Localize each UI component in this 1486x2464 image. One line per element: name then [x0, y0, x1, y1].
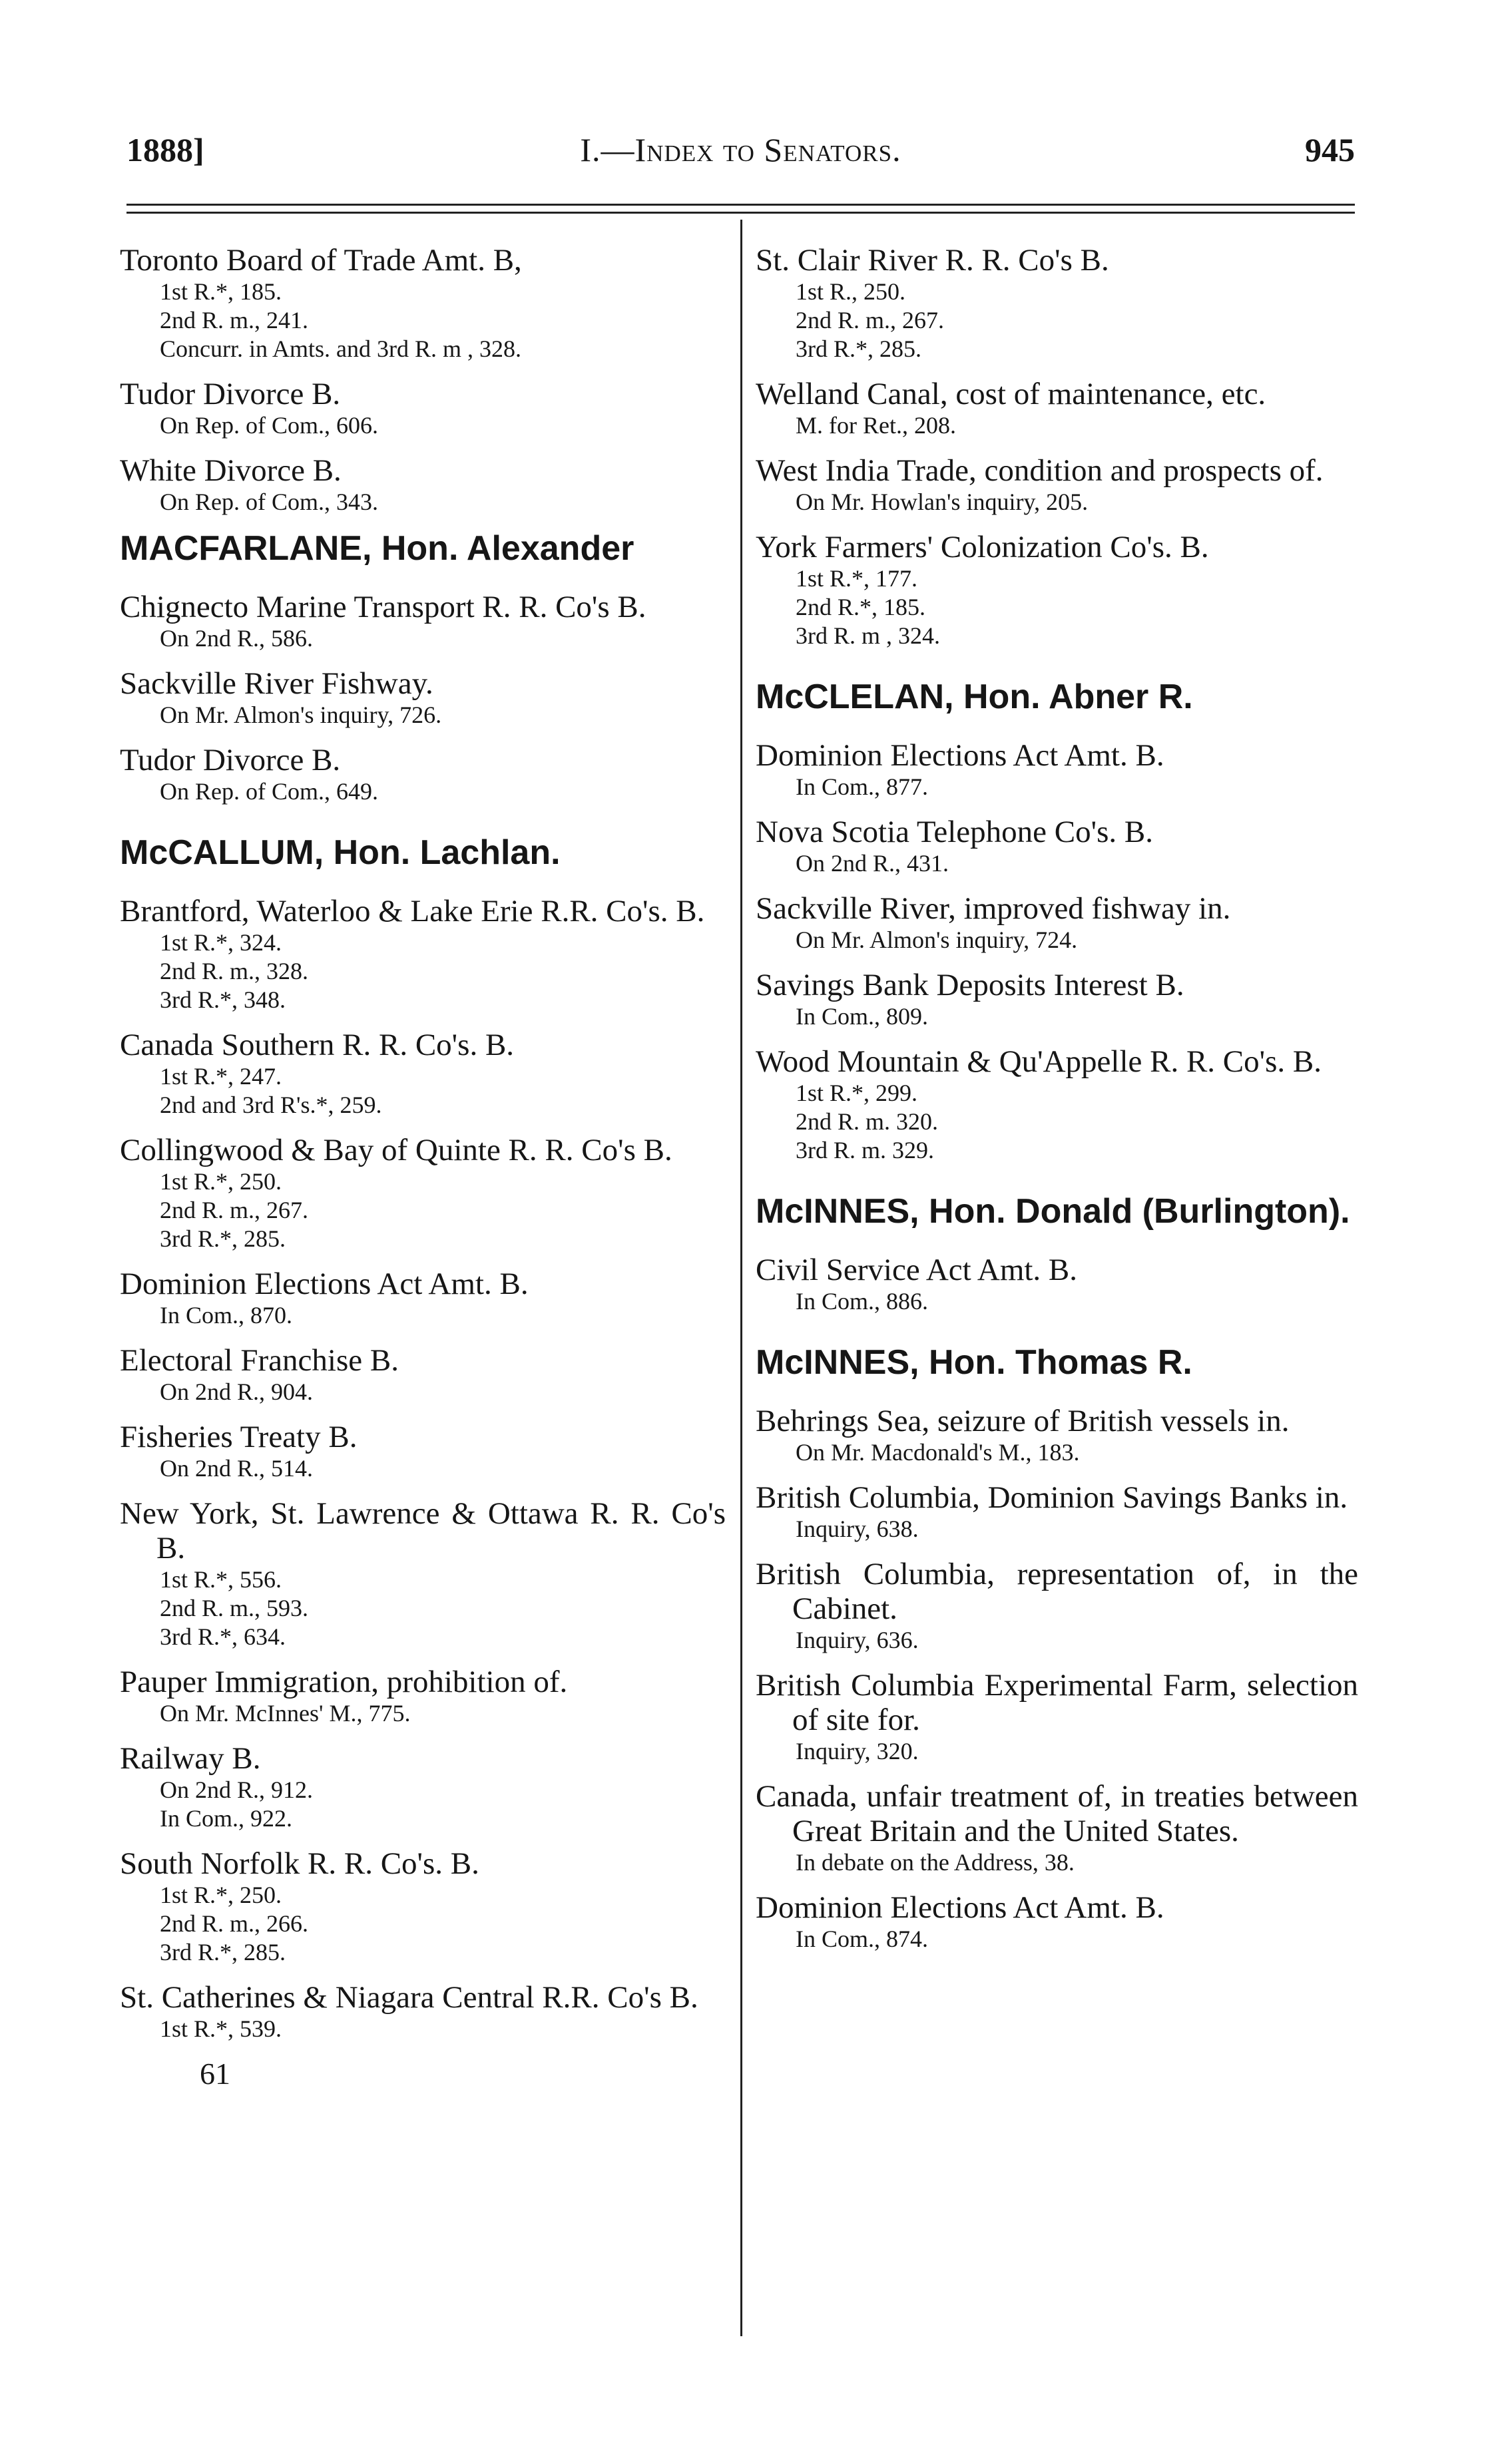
index-entry	[120, 243, 726, 363]
senator-entries	[756, 738, 1358, 1165]
entry-reference: 3rd R.*, 634.	[160, 1623, 286, 1650]
entry-reference: 3rd R.*, 285.	[160, 1939, 286, 1965]
entry-reference: In Com., 922.	[160, 1805, 293, 1832]
running-header	[126, 130, 1355, 177]
entry-reference: 2nd R. m., 593.	[160, 1595, 309, 1621]
entry-title: Savings Bank Deposits Interest B.	[756, 968, 1184, 1002]
entry-title: Electoral Franchise B.	[120, 1343, 399, 1378]
index-entry	[756, 1480, 1358, 1543]
entry-title: Nova Scotia Telephone Co's. B.	[756, 815, 1153, 849]
entry-reference: 3rd R.*, 348.	[160, 986, 286, 1013]
entry-reference: In Com., 870.	[160, 1302, 293, 1329]
entry-title: Civil Service Act Amt. B.	[756, 1253, 1078, 1287]
right-column	[756, 243, 1358, 1967]
index-entry	[120, 666, 726, 729]
entry-title: Wood Mountain & Qu'Appelle R. R. Co's. B.	[756, 1044, 1322, 1079]
entry-reference: On Mr. Almon's inquiry, 726.	[160, 702, 442, 728]
index-entry	[756, 1779, 1358, 1877]
entry-reference: 3rd R.*, 285.	[796, 335, 921, 362]
entry-reference: 2nd and 3rd R's.*, 259.	[160, 1092, 382, 1118]
header-year: 1888]	[126, 131, 204, 168]
entry-reference: 2nd R. m., 266.	[160, 1910, 309, 1937]
index-entry	[756, 1557, 1358, 1655]
entry-reference: On 2nd R., 912.	[160, 1776, 314, 1803]
entry-reference: On Rep. of Com., 343.	[160, 489, 378, 515]
entry-reference: On Mr. Howlan's inquiry, 205.	[796, 489, 1089, 515]
entry-reference: 1st R.*, 299.	[796, 1080, 918, 1106]
entry-title: Sackville River Fishway.	[120, 666, 433, 701]
entry-reference: In debate on the Address, 38.	[796, 1849, 1075, 1876]
entry-reference: 2nd R. m., 241.	[160, 307, 309, 333]
header-rule-top	[126, 204, 1355, 206]
entry-reference: 2nd R. m., 267.	[160, 1197, 309, 1223]
entry-title: Canada, unfair treatment of, in treaties between Great Britain and the United States.	[756, 1779, 1358, 1848]
index-entry	[120, 377, 726, 440]
entry-reference: In Com., 874.	[796, 1926, 929, 1952]
entry-reference: On Mr. McInnes' M., 775.	[160, 1700, 411, 1727]
index-entry	[120, 1846, 726, 1967]
entry-title: Railway B.	[120, 1741, 261, 1776]
entry-reference: 1st R.*, 250.	[160, 1882, 282, 1908]
senator-entries	[120, 590, 726, 806]
entry-title: Dominion Elections Act Amt. B.	[756, 738, 1164, 773]
entry-title: York Farmers' Colonization Co's. B.	[756, 530, 1209, 564]
entry-title: Chignecto Marine Transport R. R. Co's B.	[120, 590, 646, 624]
continued-entries	[120, 243, 726, 516]
column-divider	[740, 220, 742, 2336]
entry-reference: 2nd R.*, 185.	[796, 594, 926, 620]
senator-heading: MACFARLANE, Hon. Alexander	[120, 529, 634, 568]
entry-reference: Inquiry, 636.	[796, 1627, 919, 1653]
senator-entries	[756, 1253, 1358, 1316]
page-number: 945	[1305, 131, 1355, 168]
entry-reference: 2nd R. m., 328.	[160, 958, 309, 984]
index-entry	[120, 1343, 726, 1406]
entry-title: Sackville River, improved fishway in.	[756, 891, 1231, 926]
entry-reference: In Com., 877.	[796, 773, 929, 800]
entry-reference: On 2nd R., 586.	[160, 625, 314, 652]
entry-title: British Columbia, Dominion Savings Banks in.	[756, 1480, 1348, 1515]
index-entry	[120, 1980, 726, 2043]
entry-title: Tudor Divorce B.	[120, 743, 341, 777]
entry-reference: 1st R.*, 324.	[160, 929, 282, 956]
entry-reference: 1st R., 250.	[796, 278, 906, 305]
index-entry	[120, 894, 726, 1014]
entry-title: Canada Southern R. R. Co's. B.	[120, 1028, 515, 1062]
senator-entries	[120, 894, 726, 2043]
left-column	[120, 243, 726, 2091]
entry-reference: 1st R.*, 177.	[796, 565, 918, 592]
entry-reference: On Mr. Macdonald's M., 183.	[796, 1439, 1080, 1466]
entry-title: Collingwood & Bay of Quinte R. R. Co's B.	[120, 1133, 672, 1167]
entry-reference: On Rep. of Com., 606.	[160, 412, 378, 439]
entry-title: Dominion Elections Act Amt. B.	[756, 1890, 1164, 1925]
index-entry	[756, 243, 1358, 363]
entry-title: New York, St. Lawrence & Ottawa R. R. Co's B.	[120, 1496, 726, 1565]
senator-entries	[756, 1404, 1358, 1953]
header-title: I.—Index to Senators.	[580, 131, 901, 168]
entry-reference: 1st R.*, 185.	[160, 278, 282, 305]
entry-reference: Inquiry, 638.	[796, 1516, 919, 1542]
index-entry	[120, 1267, 726, 1330]
entry-title: Brantford, Waterloo & Lake Erie R.R. Co's. B.	[120, 894, 705, 928]
entry-reference: Inquiry, 320.	[796, 1738, 919, 1764]
header-rule-bottom	[126, 212, 1355, 214]
entry-title: St. Catherines & Niagara Central R.R. Co's B.	[120, 1980, 698, 2015]
index-entry	[756, 968, 1358, 1031]
index-entry	[756, 1044, 1358, 1165]
index-entry	[120, 1133, 726, 1253]
senator-heading: McINNES, Hon. Donald (Burlington).	[756, 1192, 1350, 1231]
entry-reference: In Com., 886.	[796, 1288, 929, 1315]
entry-reference: On Mr. Almon's inquiry, 724.	[796, 926, 1078, 953]
entry-title: South Norfolk R. R. Co's. B.	[120, 1846, 479, 1881]
index-entry	[756, 1404, 1358, 1467]
index-entry	[756, 891, 1358, 954]
index-entry	[756, 738, 1358, 801]
entry-reference: 3rd R.*, 285.	[160, 1225, 286, 1252]
index-entry	[120, 1420, 726, 1483]
index-entry	[756, 453, 1358, 516]
senator-heading: McCALLUM, Hon. Lachlan.	[120, 833, 561, 872]
entry-reference: 2nd R. m., 267.	[796, 307, 945, 333]
entry-title: Dominion Elections Act Amt. B.	[120, 1267, 529, 1301]
entry-title: Pauper Immigration, prohibition of.	[120, 1665, 568, 1699]
index-entry	[120, 590, 726, 653]
index-entry	[120, 1496, 726, 1651]
index-entry	[120, 1028, 726, 1120]
entry-reference: 3rd R. m , 324.	[796, 622, 941, 649]
entry-title: Tudor Divorce B.	[120, 377, 341, 411]
entry-reference: M. for Ret., 208.	[796, 412, 956, 439]
entry-reference: 1st R.*, 250.	[160, 1168, 282, 1195]
index-entry	[120, 743, 726, 806]
index-entry	[756, 815, 1358, 878]
entry-reference: On Rep. of Com., 649.	[160, 778, 378, 805]
entry-title: White Divorce B.	[120, 453, 342, 488]
entry-title: British Columbia Experimental Farm, selection of site for.	[756, 1668, 1358, 1737]
entry-reference: 1st R.*, 247.	[160, 1063, 282, 1090]
entry-title: St. Clair River R. R. Co's B.	[756, 243, 1109, 278]
entry-reference: On 2nd R., 431.	[796, 850, 949, 877]
entry-title: Toronto Board of Trade Amt. B,	[120, 243, 522, 278]
entry-reference: 1st R.*, 556.	[160, 1566, 282, 1593]
continued-entries	[756, 243, 1358, 650]
senator-heading: McCLELAN, Hon. Abner R.	[756, 678, 1193, 716]
entry-title: Fisheries Treaty B.	[120, 1420, 358, 1454]
index-entry	[756, 1668, 1358, 1766]
entry-reference: On 2nd R., 514.	[160, 1455, 314, 1482]
entry-title: Welland Canal, cost of maintenance, etc.	[756, 377, 1266, 411]
signature-mark: 61	[200, 2057, 230, 2091]
senator-heading: McINNES, Hon. Thomas R.	[756, 1343, 1192, 1382]
index-entry	[756, 1890, 1358, 1953]
index-entry	[120, 1665, 726, 1728]
entry-reference: On 2nd R., 904.	[160, 1378, 314, 1405]
entry-reference: 2nd R. m. 320.	[796, 1108, 939, 1135]
entry-reference: 1st R.*, 539.	[160, 2015, 282, 2042]
entry-reference: Concurr. in Amts. and 3rd R. m , 328.	[160, 335, 521, 362]
index-entry	[756, 377, 1358, 440]
entry-reference: In Com., 809.	[796, 1003, 929, 1030]
entry-title: Behrings Sea, seizure of British vessels in.	[756, 1404, 1290, 1438]
entry-reference: 3rd R. m. 329.	[796, 1137, 935, 1163]
entry-title: West India Trade, condition and prospects of.	[756, 453, 1324, 488]
index-entry	[756, 530, 1358, 650]
index-entry	[120, 1741, 726, 1833]
index-entry	[756, 1253, 1358, 1316]
entry-title: British Columbia, representation of, in the Cabinet.	[756, 1557, 1358, 1626]
index-entry	[120, 453, 726, 516]
